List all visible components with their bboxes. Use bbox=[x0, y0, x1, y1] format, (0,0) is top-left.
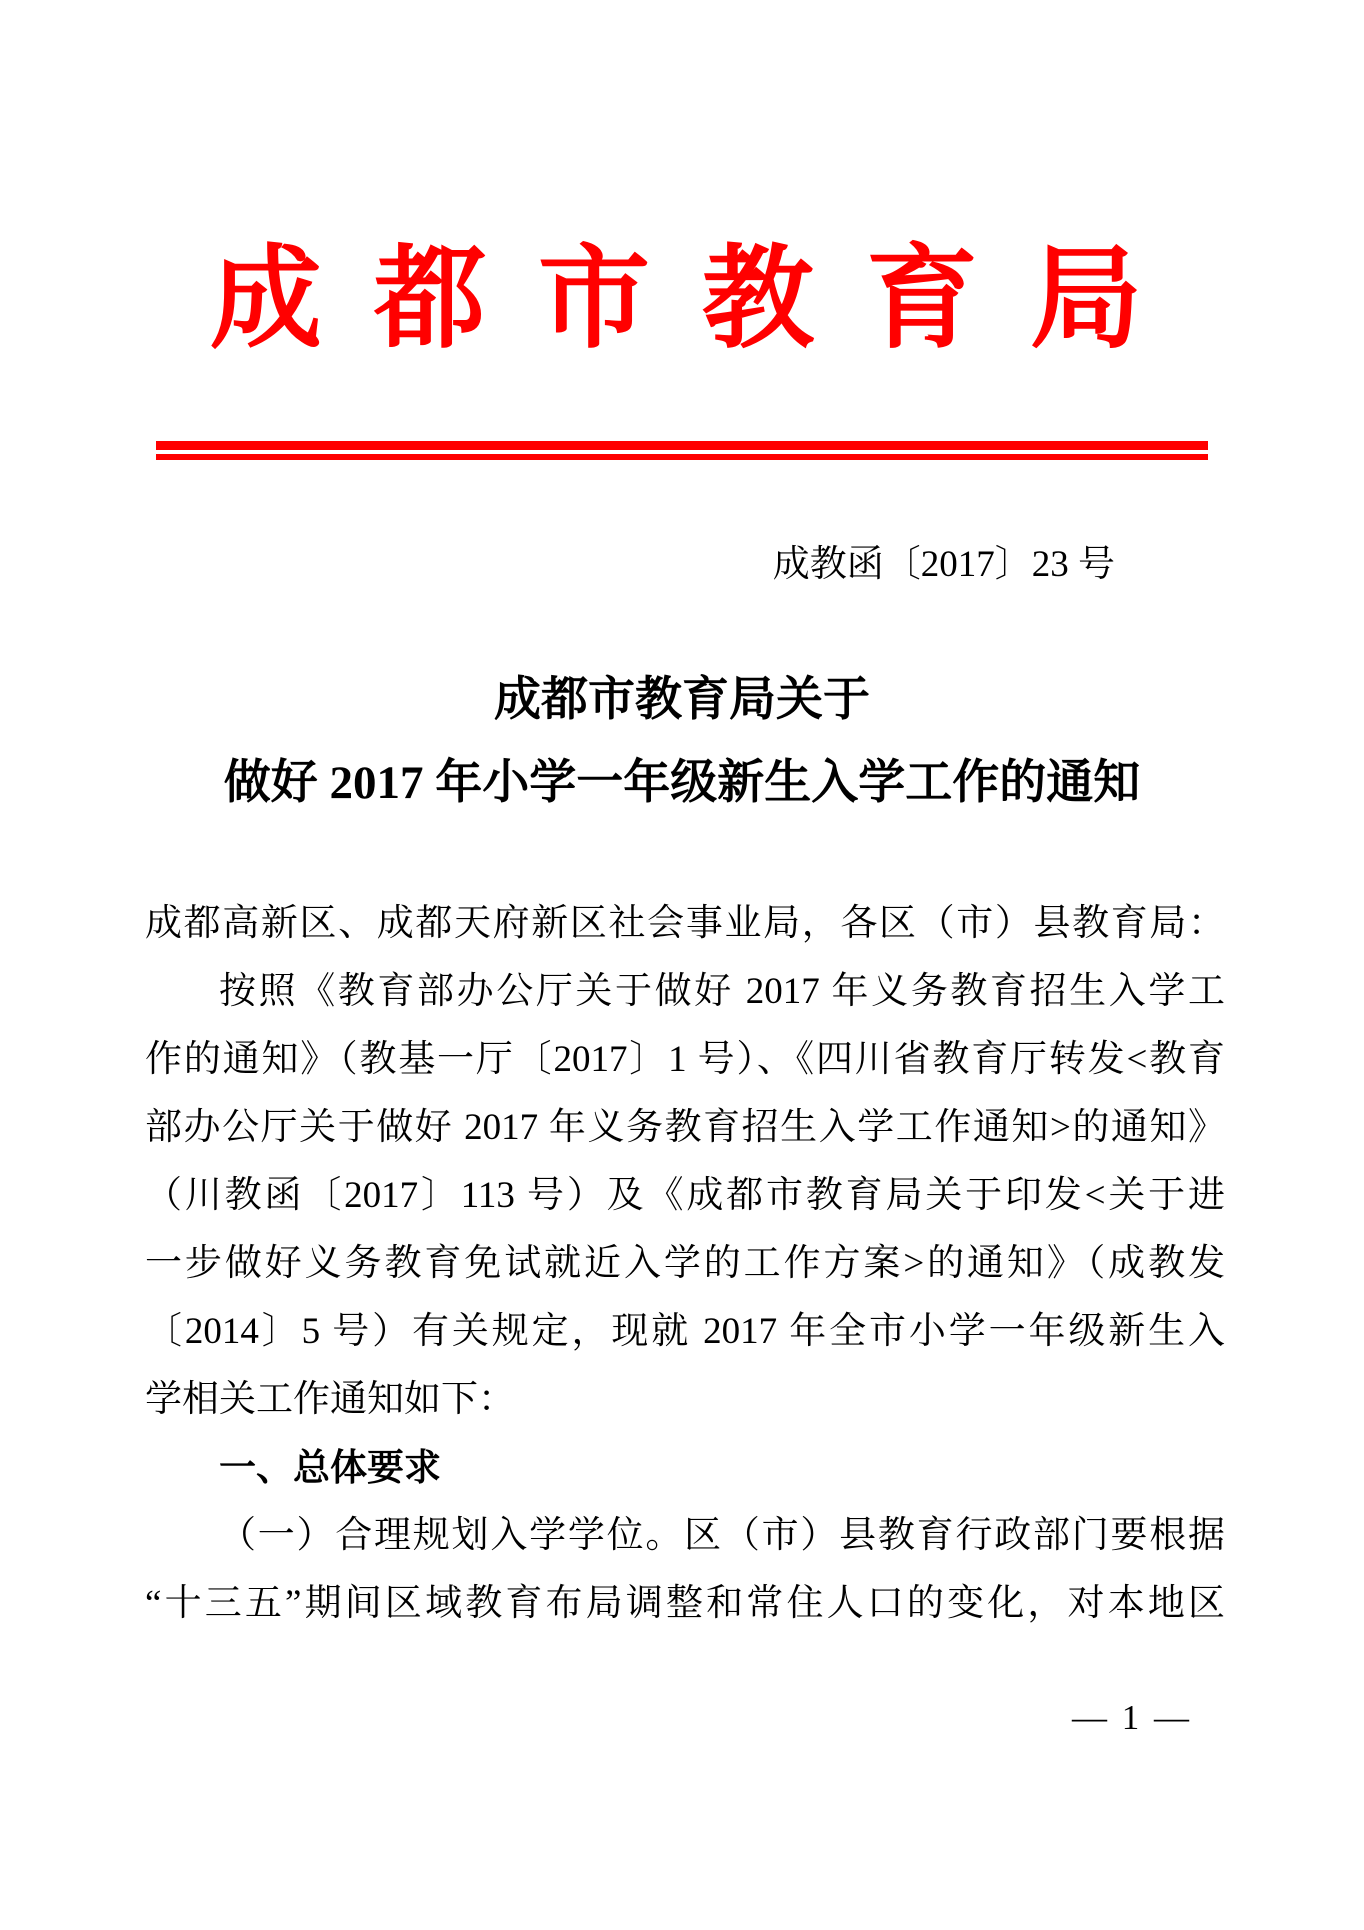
body-line: 按照《教育部办公厅关于做好 2017 年义务教育招生入学工 bbox=[219, 971, 1225, 1012]
body-line: （川教函〔2017〕113 号）及《成都市教育局关于印发<关于进 bbox=[145, 1175, 1225, 1216]
body-line: 〔2014〕5 号）有关规定，现就 2017 年全市小学一年级新生入 bbox=[145, 1311, 1225, 1352]
document-title bbox=[0, 659, 1364, 825]
agency-letterhead: 成 都 市 教 育 局 bbox=[210, 238, 1154, 362]
body-line: 成都高新区、成都天府新区社会事业局，各区（市）县教育局： bbox=[145, 903, 1225, 944]
body-line: （一）合理规划入学学位。区（市）县教育行政部门要根据 bbox=[219, 1515, 1225, 1556]
document-body bbox=[145, 890, 1225, 1638]
body-line: 学相关工作通知如下： bbox=[145, 1379, 515, 1420]
body-line: 作的通知》（教基一厅〔2017〕1 号）、《四川省教育厅转发<教育 bbox=[145, 1039, 1225, 1080]
letterhead-rule-thick bbox=[156, 441, 1208, 450]
document-title-line1: 成都市教育局关于 bbox=[494, 674, 870, 726]
page-number: — 1 — bbox=[1072, 1698, 1192, 1737]
body-line: 部办公厅关于做好 2017 年义务教育招生入学工作通知>的通知》 bbox=[145, 1107, 1225, 1148]
letterhead-rule-thin bbox=[156, 454, 1208, 460]
document-reference-number: 成教函〔2017〕23 号 bbox=[772, 544, 1115, 585]
body-line: 一、总体要求 bbox=[219, 1447, 441, 1488]
body-line: 一步做好义务教育免试就近入学的工作方案>的通知》（成教发 bbox=[145, 1243, 1225, 1284]
body-line: “十三五”期间区域教育布局调整和常住人口的变化，对本地区 bbox=[145, 1583, 1225, 1624]
document-title-line2: 做好 2017 年小学一年级新生入学工作的通知 bbox=[223, 757, 1141, 809]
